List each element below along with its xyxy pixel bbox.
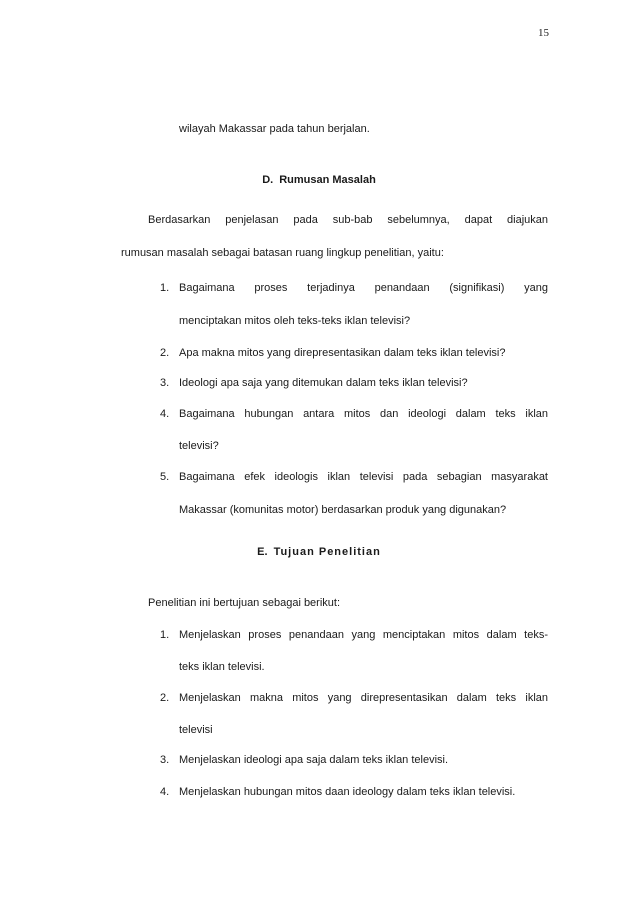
list-item-line: Bagaimana efek ideologis iklan televisi pada sebagian masyarakat [179,471,548,483]
section-d-intro-line2: rumusan masalah sebagai batasan ruang lingkup penelitian, yaitu: [121,247,444,259]
list-number: 5. [160,471,170,483]
list-number: 3. [160,377,170,389]
list-number: 1. [160,629,170,641]
list-item-line: Ideologi apa saja yang ditemukan dalam teks iklan televisi? [179,377,468,389]
list-number: 2. [160,347,170,359]
list-item-line: Menjelaskan hubungan mitos daan ideology dalam teks iklan televisi. [179,786,516,798]
section-d-intro-line1: Berdasarkan penjelasan pada sub-bab sebelumnya, dapat diajukan [148,214,548,226]
list-item-line: Apa makna mitos yang direpresentasikan dalam teks iklan televisi? [179,347,506,359]
section-d-heading [0,174,638,186]
section-e-title: Tujuan Penelitian [273,546,381,558]
list-item-line: Menjelaskan makna mitos yang direpresentasikan dalam teks iklan [179,692,548,704]
list-number: 4. [160,408,170,420]
list-item-line: Makassar (komunitas motor) berdasarkan produk yang digunakan? [179,504,507,516]
list-number: 3. [160,754,170,766]
list-item-line: televisi [179,724,213,736]
list-number: 4. [160,786,170,798]
section-e-heading [0,546,638,558]
list-item-line: menciptakan mitos oleh teks-teks iklan televisi? [179,315,411,327]
continuation-line: wilayah Makassar pada tahun berjalan. [179,123,370,135]
list-item-line: televisi? [179,440,219,452]
list-item-line: Bagaimana proses terjadinya penandaan (signifikasi) yang [179,282,548,294]
list-item-line: Menjelaskan proses penandaan yang menciptakan mitos dalam teks- [179,629,548,641]
section-d-letter: D. [262,174,274,186]
list-item-line: Menjelaskan ideologi apa saja dalam teks iklan televisi. [179,754,449,766]
section-e-intro: Penelitian ini bertujuan sebagai berikut: [148,597,341,609]
page-number: 15 [538,27,549,39]
list-item-line: Bagaimana hubungan antara mitos dan ideologi dalam teks iklan [179,408,548,420]
list-number: 2. [160,692,170,704]
section-d-title: Rumusan Masalah [279,174,376,186]
list-number: 1. [160,282,170,294]
list-item-line: teks iklan televisi. [179,661,265,673]
section-e-letter: E. [257,546,268,558]
